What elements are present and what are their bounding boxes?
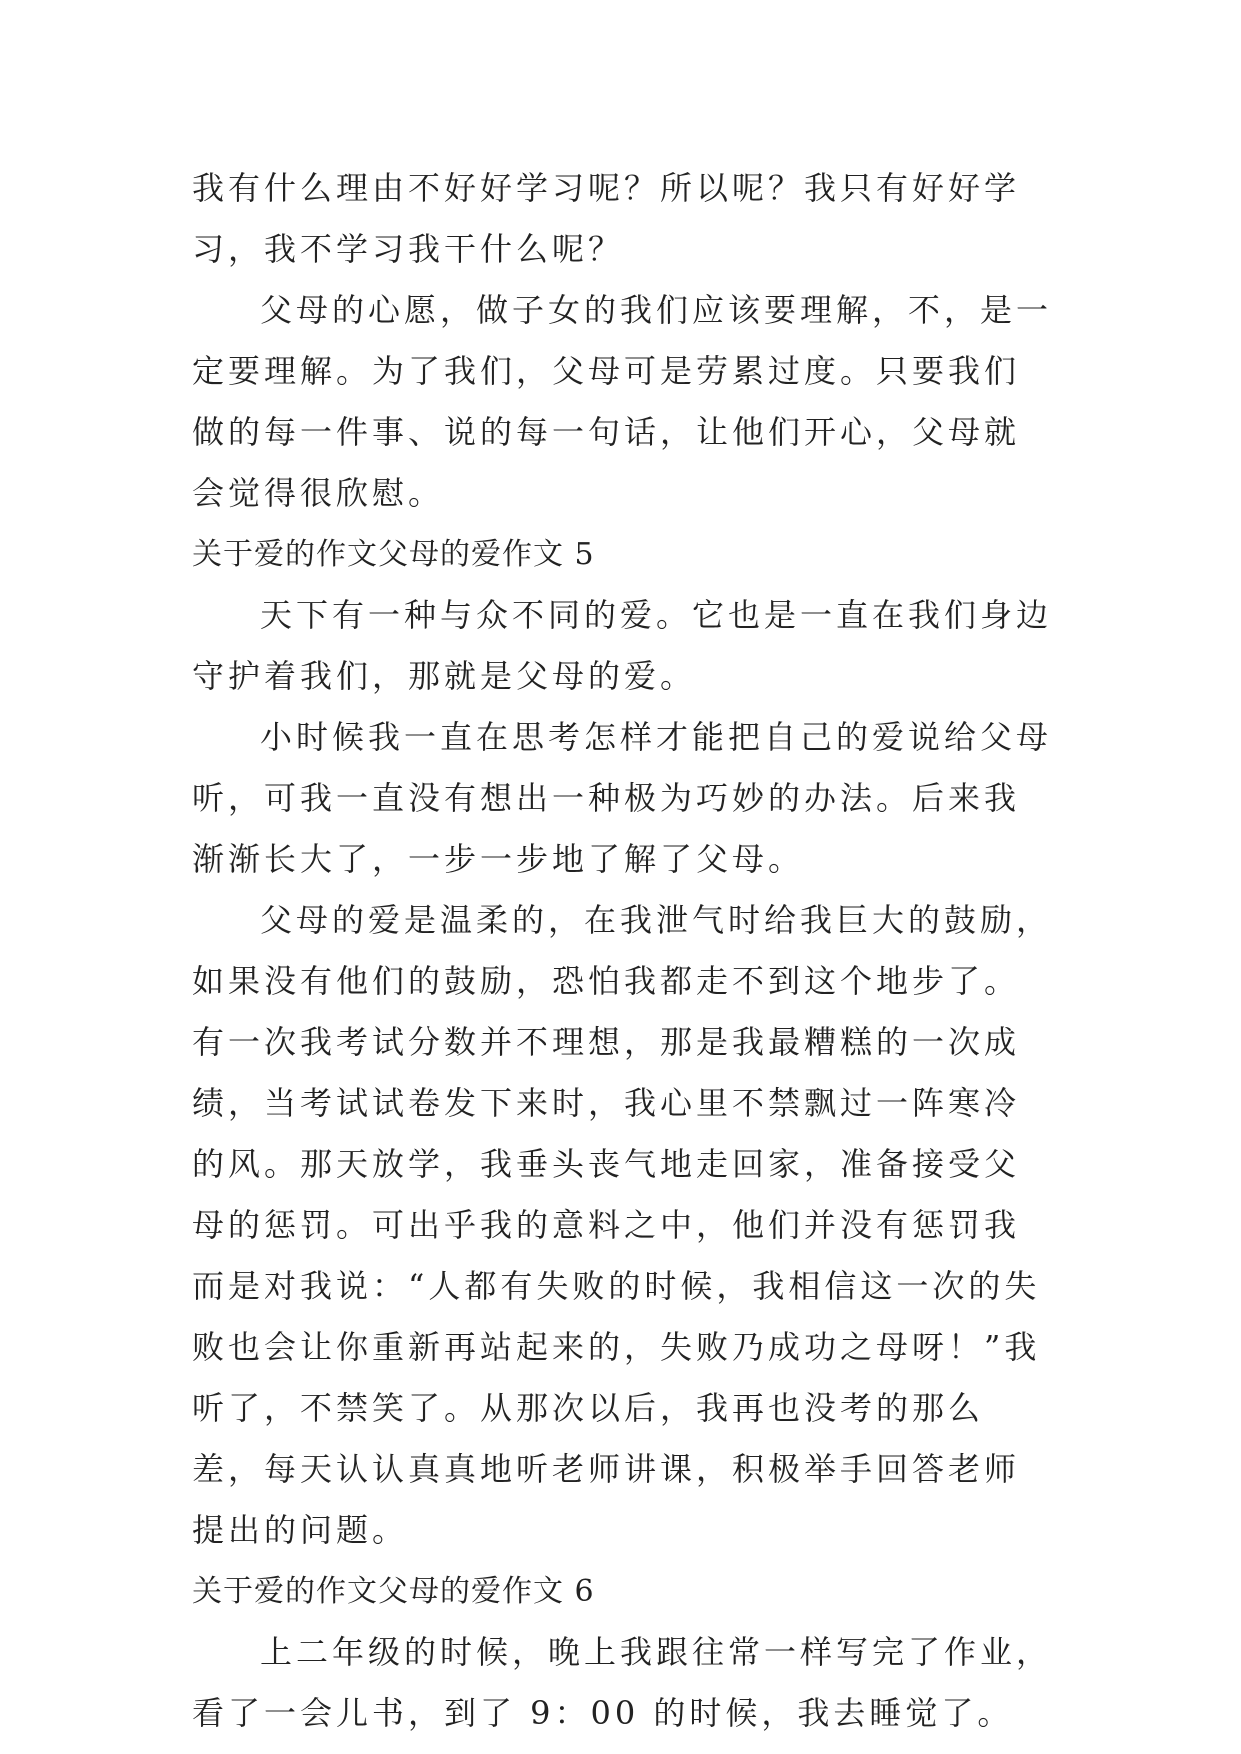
paragraph-parents-wish: 父母的心愿，做子女的我们应该要理解，不，是一定要理解。为了我们，父母可是劳累过度。只要我们做的每一件事、说的每一句话，让他们开心，父母就会觉得很欣慰。 (192, 291, 1053, 512)
paragraph-childhood-thoughts: 小时候我一直在思考怎样才能把自己的爱说给父母听，可我一直没有想出一种极为巧妙的办法。后来我渐渐长大了，一步一步地了解了父母。 (192, 718, 1053, 878)
section-heading-6: 关于爱的作文父母的爱作文 6 (192, 1574, 595, 1609)
paragraph-second-grade: 上二年级的时候，晚上我跟往常一样写完了作业，看了一会儿书，到了 9：00 的时候，我去睡觉了。 (192, 1633, 1053, 1732)
paragraph-study-reason: 我有什么理由不好好学习呢？所以呢？我只有好好学习，我不学习我干什么呢？ (192, 169, 1021, 268)
document-body (192, 158, 1052, 1744)
paragraph-unique-love: 天下有一种与众不同的爱。它也是一直在我们身边守护着我们，那就是父母的爱。 (192, 596, 1053, 695)
paragraph-gentle-love: 父母的爱是温柔的，在我泄气时给我巨大的鼓励，如果没有他们的鼓励，恐怕我都走不到这个地步了。有一次我考试分数并不理想，那是我最糟糕的一次成绩，当考试试卷发下来时，我心里不禁飘过一阵寒冷的风。那天放学，我垂头丧气地走回家，准备接受父母的惩罚。可出乎我的意料之中，他们并没有惩罚我而是对我说：“人都有失败的时候，我相信这一次的失败也会让你重新再站起来的，失败乃成功之母呀！”我听了，不禁笑了。从那次以后，我再也没考的那么差，每天认认真真地听老师讲课，积极举手回答老师提出的问题。 (192, 901, 1053, 1549)
section-heading-5: 关于爱的作文父母的爱作文 5 (192, 537, 595, 572)
